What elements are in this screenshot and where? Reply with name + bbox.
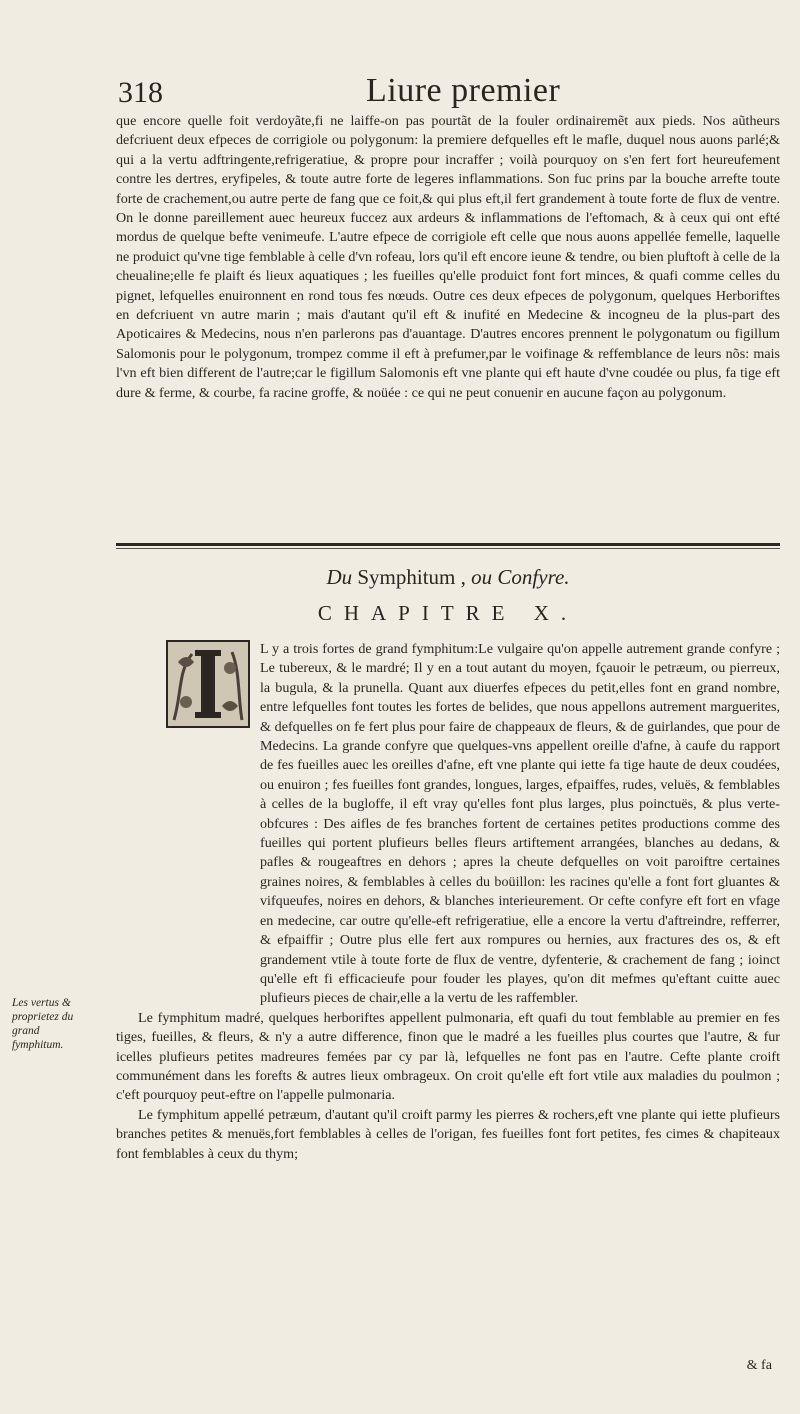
running-title: Liure premier <box>366 72 561 109</box>
catchword: & fa <box>746 1357 772 1373</box>
chapter-title-prefix: Du <box>326 565 353 589</box>
chapter-title-main: Symphitum <box>357 565 456 589</box>
chapter-title-separator: , <box>460 565 466 589</box>
paragraph: Le fymphitum appellé petræum, d'autant qu'il croift parmy les pierres & rochers,eft vne plante qui iette plufieurs branches petites & menuës,fort femblables à celles de l'origan, fes fueilles font fort petites, fes cimes & chapiteaux font femblables à ceux du thym; <box>116 1106 780 1162</box>
section-divider <box>116 543 780 546</box>
margin-note: Les vertus & proprietez du grand fymphitum. <box>12 997 74 1051</box>
text-block-upper <box>116 112 780 403</box>
chapter-title-alt: Confyre. <box>497 565 570 589</box>
page-number: 318 <box>118 76 163 109</box>
text-block-chapter <box>116 640 780 1164</box>
paragraph: que encore quelle foit verdoyãte,fi ne laiffe-on pas pourtãt de la fouler ordinairemẽt aux pieds. Nos aũtheurs defcriuent deux efpeces de corrigiole ou polygonum: la premiere defquelles eft le mafle, duquel nous auons parlé;& qui a la vertu adftringente,refrigeratiue, & propre pour incraffer ; voilà pourquoy on s'en fert fort heureufement contre les dertres, eryfipeles, & toute autre forte de legeres inflammations. Son fuc prins par la bouche arrefte toute forte de crachement,ou autre perte de fang que ce foit,& qui plus eft,il fert grandement à toute forte de flux de ventre. On le donne pareillement auec heureux fuccez aux ardeurs & inflammations de l'eftomach, & à ceux qui ont efté mordus de quelque befte venimeufe. L'autre efpece de corrigiole eft celle que nous auons appellée femelle, laquelle ne produict qu'vne tige femblable à celle d'vn rofeau, lors qu'il eft encore ieune & tendre, ou bien pluftoft à celle de la cheualine;elle fe plaift és lieux aquatiques ; les fueilles qu'elle produict font fort minces, & quafi comme celles du pignet, lefquelles enuironnent en rond tous fes nœuds. Outre ces deux efpeces de polygonum, quelques Herboriftes en defcriuent vn autre marin ; mais d'autant qu'il eft & inufité en Medecine & incogneu de la plus-part des Apoticaires & Medecins, nous n'en parlerons pas d'auantage. D'autres encores prennent le polygonatum ou figillum Salomonis pour le polygonum, trompez comme il eft à prefumer,par le voifinage & reffemblance de leurs nõs: mais l'vn eft bien different de l'autre;car le figillum Salomonis eft vne plante qui eft haute d'vne coudée ou plus, fa tige eft dure & ferme, & courbe, fa racine groffe, & noüée : ce qui ne peut conuenir en aucune façon au polygonum. <box>116 113 780 401</box>
chapter-title <box>116 565 780 590</box>
chapter-title-ou: ou <box>471 565 493 589</box>
paragraph: L y a trois fortes de grand fymphitum:Le vulgaire qu'on appelle autrement grande confyre ; Le tubereux, & le mardré; Il y en a tout autant du moyen, fçauoir le petræum, ou pierreux, la bugula, & la prunella. Quant aux diuerfes efpeces du petit,elles font en grand nombre, entre lefquelles font toutes les fortes de belides, que nous appellons autrement marguerites, & defquelles on fe fert plus pour faire de chappeaux de fleurs, & de guirlandes, que pour de Medecins. La grande confyre que quelques-vns appellent oreille d'afne, à caufe du rapport de fes fueilles auec les oreilles d'afne, eft vne plante qui iette fa tige haute de deux coudées, ou enuiron ; fes fueilles font grandes, longues, larges, efpaiffes, rudes, veluës, & femblables à celles de la bugloffe, il eft vray qu'elles font plus larges, plus poinctuës, & plus verte-obfcures : Des aifles de fes branches fortent de certaines petites productions comme des fueilles qui portent plufieurs belles fleurs artiftement arrangées, blanches au dedans, & pafles & rougeaftres en dehors ; apres la cheute defquelles on voit paroiftre certaines graines noires, & femblables à celles du boüillon: les racines qu'elle a font fort gluantes & vifqueufes, noires en dehors, & blanches interieurement. Or cefte confyre eft fort en vfage en medecine, car outre qu'elle-eft refrigeratiue, elle a encore la vertu d'aftreindre, refferrer, & efpaiffir ; Outre plus elle fert aux rompures ou hernies, aux fractures des os, & eft grandement vtile à toute forte de flux de ventre, dyfenterie, & crachement de fang ; ioinct qu'elle eft fi efficacieufe pour fouder les playes, qu'on dit mefmes qu'eftant cuitte auec plufieurs pieces de chair,elle a la vertu de les raffembler. <box>260 641 780 1007</box>
paragraph: Le fymphitum madré, quelques herboriftes appellent pulmonaria, eft quafi du tout femblable au premier en fes tiges, fueilles, & fleurs, & n'y a autre difference, finon que le madré a les fueilles plus courtes que l'autre, & fur icelles plufieurs petites madreures femées par cy par là, lefquelles ne font pas en l'autre. Cefte plante croift communément dans les forefts & autres lieux ombrageux. On croit qu'elle eft fort vtile aux maladies du poulmon ; c'eft pourquoy peut-eftre on l'appelle pulmonaria. <box>116 1009 780 1104</box>
chapter-heading: CHAPITRE X. <box>317 601 579 625</box>
